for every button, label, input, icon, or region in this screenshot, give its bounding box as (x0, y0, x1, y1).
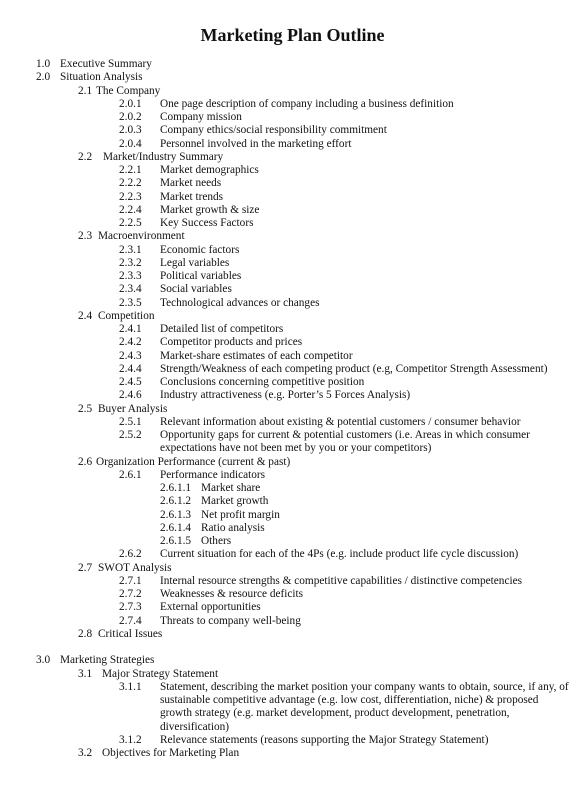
outline-item-number: 2.2.1 (119, 164, 142, 176)
outline-item-text: Strength/Weakness of each competing product (e.g, Competitor Strength Assessment) (160, 362, 548, 375)
outline-item-text: Economic factors (160, 243, 240, 256)
outline-item-number: 2.3.1 (119, 243, 142, 256)
outline-item-text: Company mission (160, 111, 242, 123)
outline-item-text: Threats to company well-being (160, 614, 301, 627)
outline-item-number: 2.6.1.5 (160, 535, 192, 547)
outline-item-number: 2.5 (78, 402, 93, 415)
outline-item-number: 2.7.2 (119, 588, 142, 600)
outline-item-number: 1.0 (36, 58, 51, 70)
outline-item-number: 2.6 (78, 455, 93, 468)
outline-item-text: Current situation for each of the 4Ps (e.g. include product life cycle discussion) (160, 548, 519, 561)
outline-item-number: 2.1 (78, 84, 93, 97)
outline-item-number: 2.2.3 (119, 190, 142, 203)
outline-item-text: Market needs (160, 177, 222, 190)
outline-item-number: 2.6.2 (119, 548, 142, 561)
outline-item-number: 2.2.2 (119, 177, 142, 190)
outline-item-text: Market/Industry Summary (103, 150, 224, 163)
outline-item-text: Market-share estimates of each competitor (160, 349, 353, 362)
outline-item-number: 2.7 (78, 561, 93, 574)
outline-item-text: Industry attractiveness (e.g. Porter’s 5 Forces Analysis) (160, 389, 411, 402)
outline-item-text: Others (201, 535, 232, 547)
outline-item-number: 2.7.4 (119, 614, 142, 627)
outline-item-text: Performance indicators (160, 468, 266, 481)
outline-item-number: 2.5.1 (119, 415, 142, 428)
outline-item-number: 2.7.3 (119, 601, 142, 614)
outline-item-text: Competitor products and prices (160, 336, 303, 349)
outline-item-number: 2.6.1 (119, 468, 142, 481)
outline-item-number: 2.4.1 (119, 323, 142, 335)
outline-item-number: 2.6.1.1 (160, 482, 192, 494)
outline-item-text: Market demographics (160, 164, 259, 176)
outline-item-number: 2.8 (78, 627, 93, 640)
outline-item-text: Market growth (201, 495, 269, 508)
outline-item-text: Executive Summary (60, 58, 152, 70)
outline-item-text: Key Success Factors (160, 217, 254, 229)
outline-item-number: 3.1.1 (119, 680, 142, 693)
outline-item-number: 2.0 (36, 71, 51, 84)
outline-item-text: Marketing Strategies (60, 654, 155, 667)
outline-item-text: Company ethics/social responsibility commitment (160, 124, 387, 137)
outline-item-text: Market trends (160, 190, 224, 203)
outline-item-text: Statement, describing the market position your company wants to obtain, source, if any, of sustainable competitive advantage (e.g. low cost, differentiation, niche) & proposed growth strategy (e.g. market development, product development, penetration, diversification) (160, 680, 569, 733)
outline-item-text: Competition (98, 309, 155, 322)
outline-item-number: 3.0 (36, 654, 51, 667)
outline-item-number: 2.6.1.4 (160, 521, 192, 534)
outline-item-number: 2.6.1.3 (160, 508, 192, 521)
document-title: Marketing Plan Outline (200, 25, 385, 45)
outline-item-text: Market growth & size (160, 203, 260, 216)
outline-item-number: 2.4 (78, 309, 93, 322)
outline-item-number: 2.2.5 (119, 217, 142, 229)
outline-item-number: 2.3.3 (119, 270, 142, 282)
outline-item-text: Legal variables (160, 256, 230, 269)
outline-item-number: 2.0.3 (119, 124, 142, 137)
outline-item-text: Ratio analysis (201, 521, 265, 534)
outline-item-number: 2.3.2 (119, 256, 142, 269)
outline-item-text: Opportunity gaps for current & potential customers (i.e. Areas in which consumer expectations have not been met by you or your competitors) (160, 429, 530, 455)
outline-item-text: Weaknesses & resource deficits (160, 588, 304, 600)
outline-item-text: Major Strategy Statement (102, 667, 219, 680)
outline-item-text: Market share (201, 482, 261, 494)
outline-item-text: Organization Performance (current & past) (96, 455, 291, 468)
outline-item-text: Conclusions concerning competitive position (160, 376, 365, 388)
outline-item-number: 2.3.5 (119, 296, 142, 309)
outline-item-text: External opportunities (160, 601, 261, 614)
outline-item-number: 2.0.1 (119, 97, 142, 110)
outline-item-number: 3.1 (78, 667, 93, 680)
outline-item-number: 2.4.2 (119, 336, 142, 349)
outline-item-text: Internal resource strengths & competitive capabilities / distinctive competencies (160, 574, 523, 587)
outline-item-text: Social variables (160, 283, 232, 296)
outline-item-text: Political variables (160, 270, 242, 282)
outline-item-text: Relevant information about existing & potential customers / consumer behavior (160, 415, 521, 428)
outline-item-number: 2.2.4 (119, 203, 142, 216)
outline-item-number: 2.4.6 (119, 389, 142, 402)
outline-item-number: 2.5.2 (119, 429, 142, 441)
outline-item-number: 2.6.1.2 (160, 495, 192, 508)
outline-item-text: Technological advances or changes (160, 296, 320, 309)
outline-item-number: 3.1.2 (119, 733, 142, 746)
outline-item-text: Net profit margin (201, 508, 280, 521)
outline-item-text: Relevance statements (reasons supporting the Major Strategy Statement) (160, 733, 489, 746)
outline-item-text: Detailed list of competitors (160, 323, 284, 335)
outline-item-number: 2.0.2 (119, 111, 142, 123)
outline-item-text: Personnel involved in the marketing effort (160, 137, 352, 150)
outline-item-text: Critical Issues (98, 627, 163, 640)
outline-item-text: Situation Analysis (60, 71, 143, 84)
outline-item-text: SWOT Analysis (98, 561, 172, 574)
outline-item-number: 2.4.5 (119, 376, 142, 388)
outline-item-number: 2.0.4 (119, 137, 142, 150)
outline-item-number: 2.3.4 (119, 283, 142, 296)
outline-item-number: 2.7.1 (119, 574, 142, 587)
outline-item-text: Buyer Analysis (98, 402, 168, 415)
outline-item-number: 2.4.4 (119, 362, 142, 375)
outline-item-number: 2.2 (78, 150, 93, 163)
outline-item-text: Macroenvironment (98, 230, 185, 243)
outline-item-number: 2.4.3 (119, 349, 142, 362)
outline-item-text: One page description of company including a business definition (160, 97, 454, 110)
outline-item-number: 2.3 (78, 230, 93, 243)
outline-item-text: The Company (96, 84, 161, 97)
outline-item-text: Objectives for Marketing Plan (102, 747, 240, 759)
outline-item-number: 3.2 (78, 747, 93, 759)
